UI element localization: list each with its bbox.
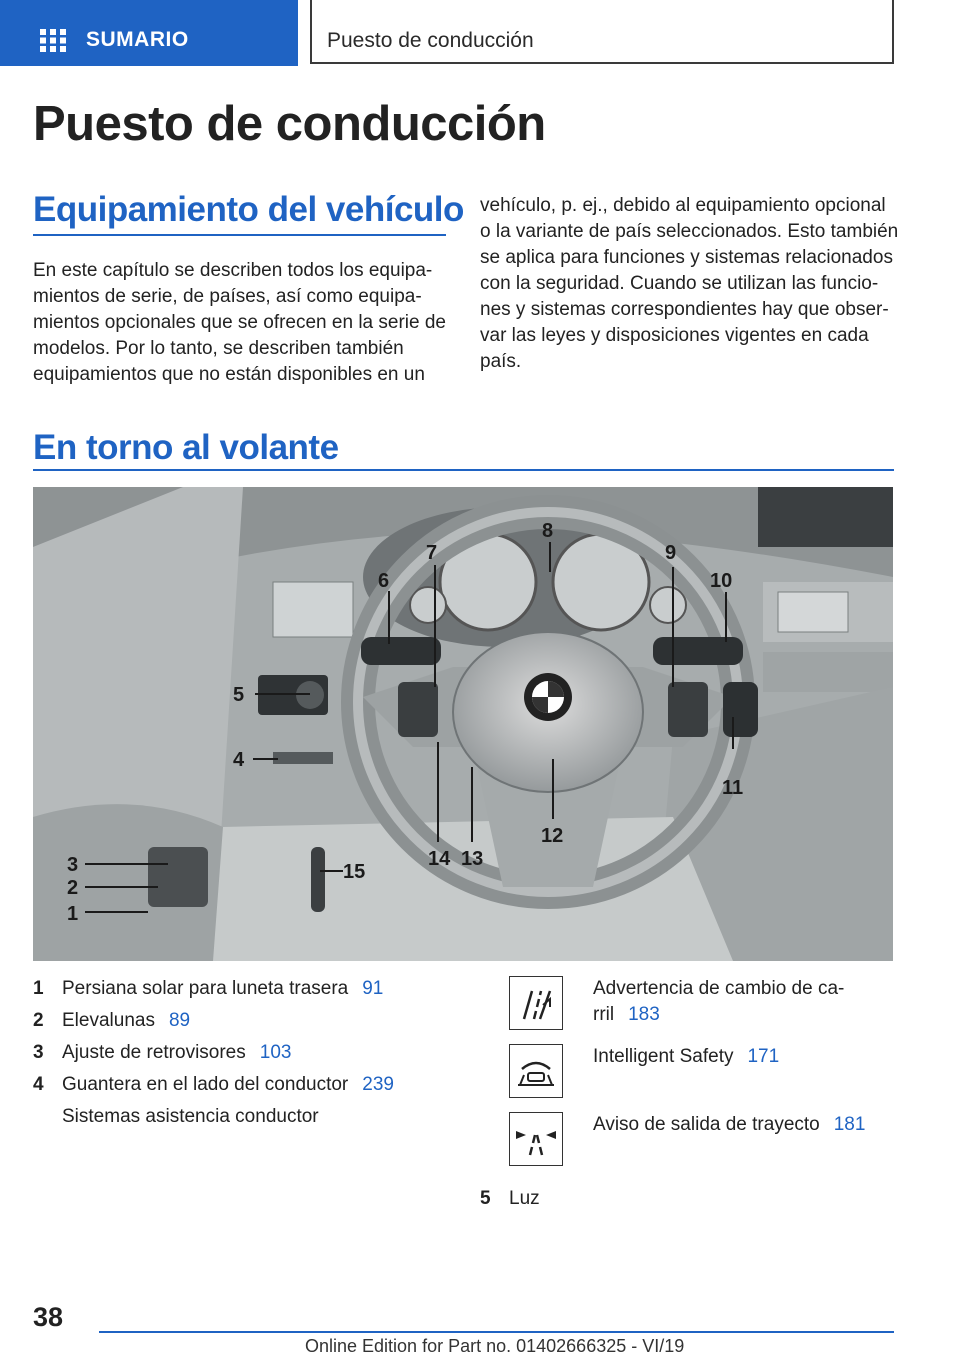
page-ref-link[interactable]: 89	[168, 1010, 191, 1031]
legend-lane-departure: Aviso de salida de trayecto 181	[593, 1114, 866, 1135]
callout-11: 11	[722, 777, 744, 799]
lane-change-warning-icon	[509, 976, 563, 1030]
callout-7: 7	[426, 542, 438, 564]
breadcrumb-text: Puesto de conducción	[327, 29, 534, 52]
intelligent-safety-icon	[509, 1044, 563, 1098]
edition-footer: Online Edition for Part no. 01402666325 - VI/19	[305, 1336, 685, 1356]
page-ref-link[interactable]: 103	[259, 1042, 292, 1063]
intro-paragraph-col2: vehículo, p. ej., debido al equipamiento opcional o la variante de país seleccionados. Esto también se aplica para funciones y sistemas relacionados con la seguridad. Cuando se utilizan las funcio- nes y sistemas correspondientes hay que obser- var las leyes y disposiciones vigentes en cada país.	[480, 195, 899, 372]
callout-10: 10	[710, 570, 733, 592]
sumario-button[interactable]	[0, 0, 298, 66]
section-rule	[33, 234, 446, 236]
callout-14: 14	[428, 848, 451, 870]
callout-4: 4	[233, 749, 245, 771]
grid-menu-icon	[40, 29, 67, 52]
callout-5: 5	[233, 684, 245, 706]
callout-6: 6	[378, 570, 390, 592]
page-ref-link[interactable]: 91	[362, 978, 384, 999]
sumario-label: SUMARIO	[86, 28, 189, 51]
breadcrumb	[310, 0, 894, 64]
callout-8: 8	[542, 520, 554, 542]
page-ref-link[interactable]: 183	[628, 1004, 660, 1025]
page-number: 38	[33, 1302, 64, 1332]
page-ref-link[interactable]: 181	[833, 1114, 866, 1135]
callout-9: 9	[665, 542, 677, 564]
section-heading-volante: En torno al volante	[33, 428, 339, 467]
page-ref-link[interactable]: 171	[747, 1046, 780, 1067]
callout-1: 1	[67, 903, 79, 925]
page-ref-link[interactable]: 239	[362, 1074, 394, 1095]
intro-paragraph-col1: En este capítulo se describen todos los equipa- mientos de serie, de países, así como equipa- mientos opcionales que se ofrecen en la serie de modelos. Por lo tanto, se describen también equipamientos que no están disponibles en un	[33, 260, 446, 385]
top-bar	[0, 0, 960, 66]
section-heading-equipamiento: Equipamiento del vehículo	[33, 190, 464, 229]
callout-15: 15	[343, 861, 366, 883]
footer-rule	[99, 1331, 894, 1333]
callout-13: 13	[461, 848, 484, 870]
legend-lane-change: Advertencia de cambio de ca- rril 183	[593, 978, 845, 1025]
steering-wheel-figure	[33, 487, 893, 961]
callout-2: 2	[67, 877, 79, 899]
page-title: Puesto de conducción	[33, 97, 546, 151]
callout-12: 12	[541, 825, 564, 847]
cockpit-illustration	[33, 487, 893, 961]
lane-departure-warning-icon	[509, 1112, 563, 1166]
callout-3: 3	[67, 854, 79, 876]
section-rule	[33, 469, 894, 471]
legend-intelligent-safety: Intelligent Safety 171	[593, 1046, 780, 1067]
